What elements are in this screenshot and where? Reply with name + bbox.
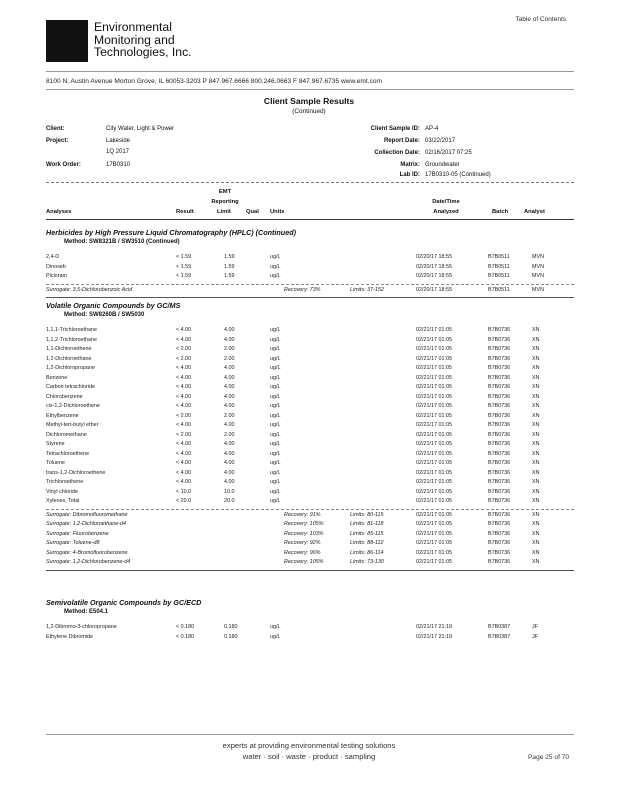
reporting-limit: 20.0 (224, 498, 235, 504)
units-value: ug/L (270, 412, 281, 419)
batch-id: B7B0736 (488, 431, 511, 438)
analyst-initials: XN (532, 521, 540, 527)
collection-date-value: 02/16/2017 07:25 (425, 150, 472, 156)
units-value: ug/L (270, 431, 281, 438)
surrogate-name: Surrogate: 3,5-Dichlorobenzoic Acid (46, 286, 133, 293)
units-value: ug/L (270, 263, 281, 270)
reporting-limit: 4.00 (224, 460, 235, 466)
analyte-name: 1,1,2-Trichloroethane (46, 336, 98, 343)
batch-id: B7B0736 (488, 488, 511, 495)
analyzed-datetime: 02/21/17 01:05 (416, 431, 452, 438)
project-value: Lakeside (106, 138, 131, 144)
sample-id-value: AP-4 (425, 126, 439, 132)
surrogate-name: Surrogate: 1,2-Dichlorobenzene-d4 (46, 559, 131, 565)
reporting-limit: 0.180 (224, 624, 238, 630)
surrogate-limits: Limits: 81-118 (350, 521, 384, 527)
surrogate-name: Surrogate: 4-Bromofluorobenzene (46, 549, 128, 556)
section-title: Volatile Organic Compounds by GC/MS (46, 301, 181, 310)
result-value: < 4.00 (176, 450, 192, 457)
analyte-name: Carbon tetrachloride (46, 384, 95, 390)
analyst-initials: MVN (532, 254, 544, 260)
sample-id-label: Client Sample ID: (370, 126, 420, 132)
analyte-name: 1,2-Dichloroethane (46, 355, 92, 362)
result-value: < 0.180 (176, 633, 195, 640)
reporting-limit: 4.00 (224, 469, 235, 476)
section-title: Herbicides by High Pressure Liquid Chromatography (HPLC) (Continued) (46, 228, 296, 237)
col-qual-header: Qual (246, 209, 259, 215)
surrogate-name: Surrogate: 1,2-Dichloroethane-d4 (46, 521, 127, 527)
result-value: < 2.00 (176, 412, 192, 419)
col-analyses-header: Analyses (46, 209, 72, 215)
col-reporting-header: Reporting (211, 199, 239, 205)
analyst-initials: JF (532, 624, 538, 630)
matrix-label: Matrix: (400, 162, 420, 168)
surrogate-limits: Limits: 86-114 (350, 549, 384, 556)
reporting-limit: 4.00 (224, 393, 235, 400)
analyzed-datetime: 02/21/17 01:05 (416, 511, 452, 518)
batch-id: B7B0736 (488, 521, 511, 527)
units-value: ug/L (270, 273, 281, 279)
analyzed-datetime: 02/21/17 01:05 (416, 540, 452, 546)
report-date-value: 03/22/2017 (425, 138, 456, 144)
analyte-name: 1,2-Dichloropropane (46, 365, 95, 371)
page-number: Page 25 of 70 (528, 754, 570, 761)
analyst-initials: XN (532, 460, 540, 466)
analyst-initials: XN (532, 384, 540, 390)
address-divider (46, 89, 574, 90)
company-name-line: Technologies, Inc. (94, 45, 192, 59)
analyzed-datetime: 02/21/17 21:19 (416, 633, 452, 640)
units-value: ug/L (270, 479, 281, 485)
analyte-name: Benzene (46, 374, 68, 381)
batch-id: B7B0736 (488, 441, 511, 447)
col-result-header: Result (176, 209, 194, 215)
project-period: 1Q 2017 (106, 149, 130, 155)
company-logo (46, 20, 88, 62)
batch-id: B7B0736 (488, 346, 511, 352)
result-value: < 4.00 (176, 384, 192, 390)
col-analyzed-header: Analyzed (433, 209, 459, 215)
result-value: < 4.00 (176, 479, 192, 485)
units-value: ug/L (270, 441, 281, 447)
company-name-line: Environmental (94, 20, 172, 34)
batch-id: B7B0736 (488, 384, 511, 390)
analyte-name: 1,2-Dibromo-3-chloropropane (46, 624, 117, 630)
company-address: 8100 N. Austin Avenue Morton Grove, IL 60053-3203 P 847.967.6666 800.246.0663 F 847.967.6735 www.emt.com (46, 78, 383, 85)
analyst-initials: MVN (532, 286, 544, 293)
reporting-limit: 4.00 (224, 441, 235, 447)
batch-id: B7B0736 (488, 327, 511, 333)
analyzed-datetime: 02/21/17 01:05 (416, 355, 452, 362)
batch-id: B7B0736 (488, 336, 511, 343)
result-value: < 4.00 (176, 336, 192, 343)
result-value: < 10.0 (176, 488, 192, 495)
analyzed-datetime: 02/21/17 01:05 (416, 422, 452, 428)
result-value: < 1.59 (176, 263, 192, 270)
units-value: ug/L (270, 469, 281, 476)
analyzed-datetime: 02/21/17 01:05 (416, 530, 452, 537)
analyte-name: 1,1,1-Trichloroethane (46, 327, 98, 333)
analyzed-datetime: 02/21/17 01:05 (416, 393, 452, 400)
info-divider (46, 182, 574, 183)
reporting-limit: 2.00 (224, 346, 235, 352)
batch-id: B7B0736 (488, 355, 511, 362)
batch-id: B7B0736 (488, 498, 511, 504)
col-datetime-header: Date/Time (432, 199, 460, 205)
analyst-initials: XN (532, 365, 540, 371)
analyst-initials: XN (532, 327, 540, 333)
work-order-label: Work Order: (46, 162, 81, 168)
analyst-initials: XN (532, 530, 540, 537)
analyzed-datetime: 02/21/17 01:05 (416, 346, 452, 352)
analyst-initials: XN (532, 559, 540, 565)
surrogate-recovery: Recovery: 105% (284, 521, 324, 527)
analyzed-datetime: 02/21/17 01:05 (416, 384, 452, 390)
footer-divider (46, 734, 574, 735)
result-value: < 4.00 (176, 441, 192, 447)
analyte-name: Ethylbenzene (46, 412, 79, 419)
result-value: < 1.59 (176, 254, 192, 260)
analyzed-datetime: 02/21/17 01:05 (416, 479, 452, 485)
batch-id: B7B0736 (488, 412, 511, 419)
analyzed-datetime: 02/20/17 18:55 (416, 263, 452, 270)
surrogate-limits: Limits: 85-115 (350, 530, 384, 537)
result-value: < 4.00 (176, 393, 192, 400)
reporting-limit: 10.0 (224, 488, 235, 495)
surrogate-recovery: Recovery: 105% (284, 559, 324, 565)
analyzed-datetime: 02/21/17 01:05 (416, 488, 452, 495)
units-value: ug/L (270, 365, 281, 371)
lab-id-value: 17B0310-05 (Continued) (425, 172, 491, 178)
footer-services: water · soil · waste · product · sampling (242, 752, 376, 761)
result-value: < 4.00 (176, 422, 192, 428)
analyte-name: trans-1,2-Dichloroethene (46, 469, 106, 476)
analyst-initials: JF (532, 633, 538, 640)
surrogate-recovery: Recovery: 91% (284, 511, 321, 518)
analyst-initials: XN (532, 412, 540, 419)
surrogate-limits: Limits: 88-112 (350, 540, 384, 546)
units-value: ug/L (270, 488, 281, 495)
units-value: ug/L (270, 384, 281, 390)
analyte-name: Methyl-tert-butyl ether (46, 422, 99, 428)
batch-id: B7B0736 (488, 365, 511, 371)
batch-id: B7B0387 (488, 624, 511, 630)
result-value: < 4.00 (176, 403, 192, 409)
analyzed-datetime: 02/21/17 01:05 (416, 327, 452, 333)
analyte-name: Chlorobenzene (46, 393, 83, 400)
table-of-contents-link[interactable]: Table of Contents (515, 16, 566, 23)
result-value: < 2.00 (176, 431, 192, 438)
analyst-initials: MVN (532, 263, 544, 270)
batch-id: B7B0387 (488, 633, 511, 640)
units-value: ug/L (270, 327, 281, 333)
analyst-initials: XN (532, 450, 540, 457)
surrogate-limits: Limits: 80-115 (350, 511, 384, 518)
analyst-initials: XN (532, 403, 540, 409)
surrogate-recovery: Recovery: 103% (284, 530, 324, 537)
analyst-initials: XN (532, 393, 540, 400)
analyte-name: 2,4-D (46, 254, 60, 260)
result-value: < 4.00 (176, 365, 192, 371)
analyzed-datetime: 02/21/17 01:05 (416, 450, 452, 457)
col-limit-header: Limit (217, 209, 231, 215)
units-value: ug/L (270, 374, 281, 381)
reporting-limit: 4.00 (224, 450, 235, 457)
analyst-initials: XN (532, 355, 540, 362)
batch-id: B7B0736 (488, 549, 511, 556)
reporting-limit: 4.00 (224, 336, 235, 343)
method-label: Method: SW8260B / SW5030 (64, 312, 145, 318)
analyst-initials: XN (532, 469, 540, 476)
section-title: Semivolatile Organic Compounds by GC/ECD (46, 598, 202, 607)
col-analyst-header: Analyst (524, 209, 545, 215)
surrogate-name: Surrogate: Fluorobenzene (46, 530, 109, 537)
analyte-name: Vinyl chloride (46, 488, 78, 495)
client-label: Client: (46, 126, 65, 132)
units-value: ug/L (270, 460, 281, 466)
analyzed-datetime: 02/21/17 01:05 (416, 469, 452, 476)
collection-date-label: Collection Date: (374, 150, 420, 156)
analyzed-datetime: 02/20/17 18:55 (416, 286, 452, 293)
analyst-initials: XN (532, 540, 540, 546)
analyte-name: 1,1-Dichloroethene (46, 346, 92, 352)
units-value: ug/L (270, 254, 281, 260)
analyst-initials: XN (532, 549, 540, 556)
reporting-limit: 4.00 (224, 384, 235, 390)
analyst-initials: XN (532, 346, 540, 352)
units-value: ug/L (270, 498, 281, 504)
batch-id: B7B0736 (488, 540, 511, 546)
surrogate-name: Surrogate: Dibromofluoromethane (46, 511, 128, 518)
analyte-name: Dichloromethane (46, 431, 87, 438)
analyst-initials: MVN (532, 273, 544, 279)
batch-id: B7B0736 (488, 469, 511, 476)
analyst-initials: XN (532, 479, 540, 485)
surrogate-limits: Limits: 37-152 (350, 286, 384, 293)
result-value: < 1.59 (176, 273, 192, 279)
surrogate-divider (46, 284, 574, 285)
batch-id: B7B0736 (488, 460, 511, 466)
analyte-name: Trichloroethene (46, 479, 84, 485)
batch-id: B7B0511 (488, 273, 510, 279)
reporting-limit: 2.00 (224, 412, 235, 419)
units-value: ug/L (270, 393, 281, 400)
analyzed-datetime: 02/21/17 01:05 (416, 403, 452, 409)
project-label: Project: (46, 138, 69, 144)
analyzed-datetime: 02/20/17 18:55 (416, 273, 452, 279)
analyte-name: Xylenes, Total (46, 498, 80, 504)
result-value: < 20.0 (176, 498, 192, 504)
result-value: < 4.00 (176, 327, 192, 333)
units-value: ug/L (270, 422, 281, 428)
batch-id: B7B0736 (488, 374, 511, 381)
analyst-initials: XN (532, 441, 540, 447)
analyte-name: Picloram (46, 273, 67, 279)
footer-tagline: experts at providing environmental testing solutions (222, 741, 396, 750)
surrogate-recovery: Recovery: 92% (284, 540, 321, 546)
reporting-limit: 4.00 (224, 422, 235, 428)
company-name (94, 21, 314, 59)
analyzed-datetime: 02/21/17 01:05 (416, 412, 452, 419)
analyzed-datetime: 02/21/17 01:05 (416, 460, 452, 466)
batch-id: B7B0736 (488, 393, 511, 400)
batch-id: B7B0736 (488, 530, 511, 537)
batch-id: B7B0511 (488, 254, 510, 260)
analyzed-datetime: 02/21/17 01:05 (416, 441, 452, 447)
col-batch-header: Batch (492, 209, 509, 215)
analyzed-datetime: 02/21/17 01:05 (416, 336, 452, 343)
units-value: ug/L (270, 633, 281, 640)
reporting-limit: 0.180 (224, 633, 238, 640)
analyte-name: Dinoseb (46, 263, 66, 270)
batch-id: B7B0511 (488, 263, 510, 270)
report-date-label: Report Date: (383, 138, 420, 144)
analyst-initials: XN (532, 488, 540, 495)
batch-id: B7B0736 (488, 479, 511, 485)
units-value: ug/L (270, 403, 281, 409)
surrogate-divider (46, 509, 574, 510)
section-divider (46, 297, 574, 298)
reporting-limit: 4.00 (224, 327, 235, 333)
reporting-limit: 2.00 (224, 431, 235, 438)
page-title: Client Sample Results (263, 96, 355, 106)
result-value: < 2.00 (176, 355, 192, 362)
reporting-limit: 4.00 (224, 403, 235, 409)
analyzed-datetime: 02/20/17 18:55 (416, 254, 452, 260)
reporting-limit: 2.00 (224, 355, 235, 362)
units-value: ug/L (270, 450, 281, 457)
analyzed-datetime: 02/21/17 01:05 (416, 549, 452, 556)
page-subtitle: (Continued) (292, 108, 326, 115)
company-name-line: Monitoring and (94, 32, 175, 47)
header-divider (46, 71, 574, 72)
analyte-name: Toluene (46, 460, 65, 466)
result-value: < 4.00 (176, 460, 192, 466)
reporting-limit: 4.00 (224, 365, 235, 371)
result-value: < 0.180 (176, 624, 195, 630)
batch-id: B7B0736 (488, 450, 511, 457)
client-value: City Water, Light & Power (106, 126, 175, 132)
analyzed-datetime: 02/21/17 21:19 (416, 624, 452, 630)
analyst-initials: XN (532, 336, 540, 343)
section-divider (46, 570, 574, 571)
analyst-initials: XN (532, 374, 540, 381)
result-value: < 4.00 (176, 469, 192, 476)
batch-id: B7B0736 (488, 403, 511, 409)
header-rule (46, 219, 574, 220)
units-value: ug/L (270, 346, 281, 352)
units-value: ug/L (270, 336, 281, 343)
reporting-limit: 4.00 (224, 374, 235, 381)
reporting-limit: 1.59 (224, 263, 235, 270)
matrix-value: Groundwater (425, 162, 460, 168)
result-value: < 2.00 (176, 346, 192, 352)
batch-id: B7B0736 (488, 511, 511, 518)
analyzed-datetime: 02/21/17 01:05 (416, 559, 452, 565)
result-value: < 4.00 (176, 374, 192, 381)
surrogate-name: Surrogate: Toluene-d8 (46, 540, 100, 546)
col-units-header: Units (270, 209, 285, 215)
batch-id: B7B0736 (488, 559, 511, 565)
method-label: Method: SW8321B / SW3510 (Continued) (64, 239, 180, 245)
surrogate-recovery: Recovery: 73% (284, 286, 321, 293)
units-value: ug/L (270, 624, 281, 630)
reporting-limit: 1.59 (224, 273, 235, 279)
col-emt-header: EMT (218, 189, 232, 195)
surrogate-recovery: Recovery: 96% (284, 549, 321, 556)
analyzed-datetime: 02/21/17 01:05 (416, 365, 452, 371)
method-label: Method: E504.1 (64, 609, 109, 615)
analyzed-datetime: 02/21/17 01:05 (416, 374, 452, 381)
analyst-initials: XN (532, 498, 540, 504)
analyte-name: cis-1,2-Dichloroethene (46, 403, 100, 409)
reporting-limit: 4.00 (224, 479, 235, 485)
analyte-name: Tetrachloroethene (46, 450, 90, 457)
surrogate-limits: Limits: 73-130 (350, 559, 384, 565)
analyst-initials: XN (532, 422, 540, 428)
analyte-name: Ethylene Dibromide (46, 633, 94, 640)
units-value: ug/L (270, 355, 281, 362)
lab-id-label: Lab ID: (399, 172, 420, 178)
batch-id: B7B0736 (488, 422, 511, 428)
analyst-initials: XN (532, 511, 540, 518)
batch-id: B7B0511 (488, 286, 510, 293)
reporting-limit: 1.59 (224, 254, 235, 260)
analyst-initials: XN (532, 431, 540, 438)
analyzed-datetime: 02/21/17 01:05 (416, 498, 452, 504)
analyzed-datetime: 02/21/17 01:05 (416, 521, 452, 527)
analyte-name: Styrene (46, 441, 65, 447)
work-order-value: 17B0310 (106, 162, 131, 168)
